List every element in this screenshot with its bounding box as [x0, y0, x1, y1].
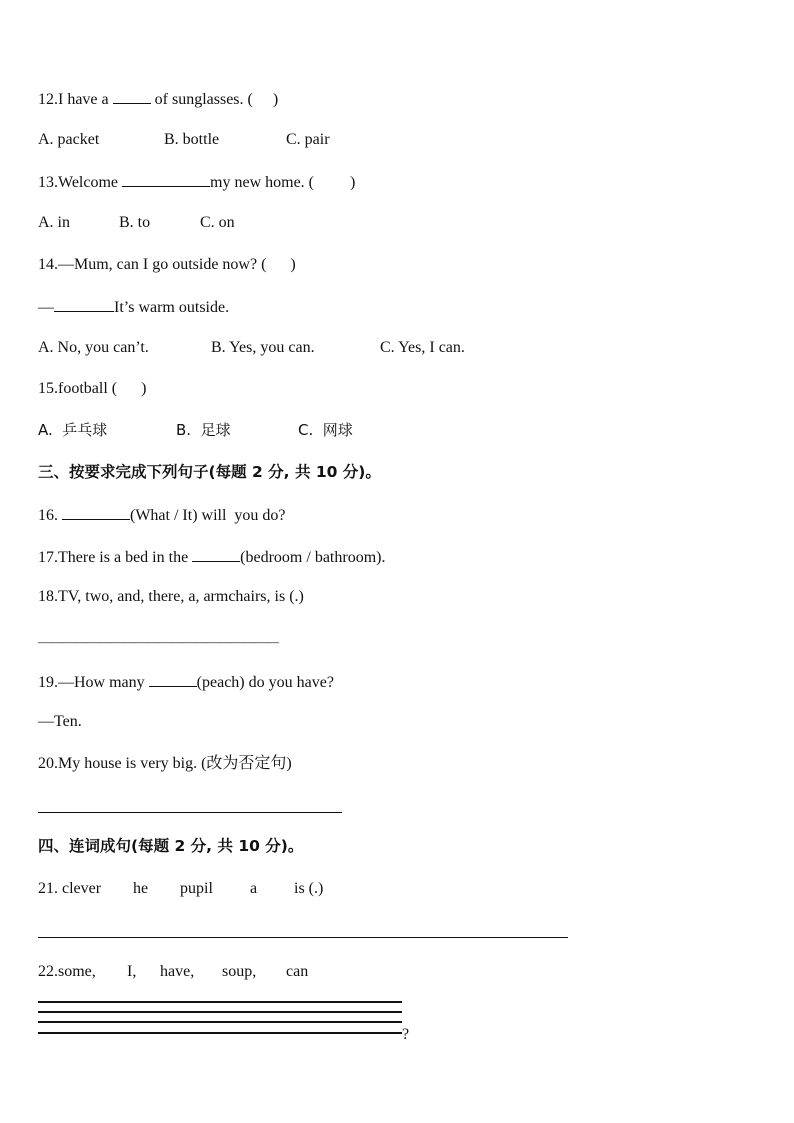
q12-option-a[interactable]: A. packet: [38, 131, 100, 148]
section-4-heading: 四、连词成句(每题 2 分, 共 10 分)。: [38, 837, 304, 855]
q12-option-c[interactable]: C. pair: [286, 131, 330, 148]
question-14: 14.—Mum, can I go outside now? ( ): [38, 256, 296, 273]
q22-question-mark: ?: [402, 1026, 410, 1043]
q22-word-4: soup,: [222, 963, 257, 980]
q17-text-pre: 17.There is a bed in the: [38, 549, 193, 566]
q14-option-a[interactable]: A. No, you can’t.: [38, 339, 149, 356]
q12-text-post: of sunglasses. ( ): [150, 91, 279, 108]
q13-blank[interactable]: [122, 171, 210, 187]
q13-option-b[interactable]: B. to: [119, 214, 151, 231]
question-18: 18.TV, two, and, there, a, armchairs, is (.): [38, 588, 304, 605]
q19-text-pre: 19.—How many: [38, 674, 149, 691]
q17-blank[interactable]: [192, 546, 240, 562]
q18-answer-line[interactable]: ————————————————————: [38, 634, 278, 649]
q13-option-a[interactable]: A. in: [38, 214, 70, 231]
q12-blank[interactable]: [113, 88, 151, 104]
q14-reply-text: It’s warm outside.: [114, 299, 230, 316]
question-16: [38, 504, 286, 526]
q14-dash: —: [38, 299, 54, 316]
q22-word-3: have,: [160, 963, 195, 980]
q21-word-2: he: [133, 880, 149, 897]
q16-blank[interactable]: [62, 504, 130, 520]
q13-text-pre: 13.Welcome: [38, 174, 123, 191]
q22-answer-line-3[interactable]: [38, 1021, 402, 1023]
q13-text-post: my new home. ( ): [210, 174, 356, 191]
section-3-heading: 三、按要求完成下列句子(每题 2 分, 共 10 分)。: [38, 463, 381, 481]
q21-answer-line[interactable]: [38, 937, 568, 938]
q21-word-3: pupil: [180, 880, 213, 897]
q20-answer-line[interactable]: [38, 812, 342, 813]
question-17: [38, 546, 385, 568]
q15-option-a[interactable]: A. 乒乓球: [38, 421, 108, 439]
q21-word-5: is (.): [294, 880, 324, 897]
q17-text-post: (bedroom / bathroom).: [240, 549, 386, 566]
q21-word-4: a: [250, 880, 258, 897]
question-20: 20.My house is very big. (改为否定句): [38, 755, 292, 772]
q22-word-5: can: [286, 963, 309, 980]
q19-text-post: (peach) do you have?: [196, 674, 334, 691]
q12-text-pre: 12.I have a: [38, 91, 113, 108]
q22-answer-line-1[interactable]: [38, 1001, 402, 1003]
question-13: [38, 171, 355, 193]
q16-text-pre: 16.: [38, 507, 62, 524]
q14-reply: [38, 296, 229, 318]
q22-word-1: 22.some,: [38, 963, 96, 980]
q15-option-c[interactable]: C. 网球: [298, 421, 353, 439]
question-19: [38, 671, 334, 693]
q19-reply: —Ten.: [38, 713, 82, 730]
q22-word-2: I,: [127, 963, 137, 980]
question-15: 15.football ( ): [38, 380, 147, 397]
q14-option-c[interactable]: C. Yes, I can.: [380, 339, 465, 356]
q16-text-post: (What / It) will you do?: [130, 507, 286, 524]
q19-blank[interactable]: [149, 671, 197, 687]
q13-option-c[interactable]: C. on: [200, 214, 235, 231]
q22-answer-line-4[interactable]: [38, 1032, 402, 1034]
q12-option-b[interactable]: B. bottle: [164, 131, 220, 148]
q15-option-b[interactable]: B. 足球: [176, 421, 231, 439]
question-12: [38, 88, 278, 110]
q21-word-1: 21. clever: [38, 880, 102, 897]
q14-option-b[interactable]: B. Yes, you can.: [211, 339, 315, 356]
q14-blank[interactable]: [54, 296, 114, 312]
q22-answer-line-2[interactable]: [38, 1011, 402, 1013]
